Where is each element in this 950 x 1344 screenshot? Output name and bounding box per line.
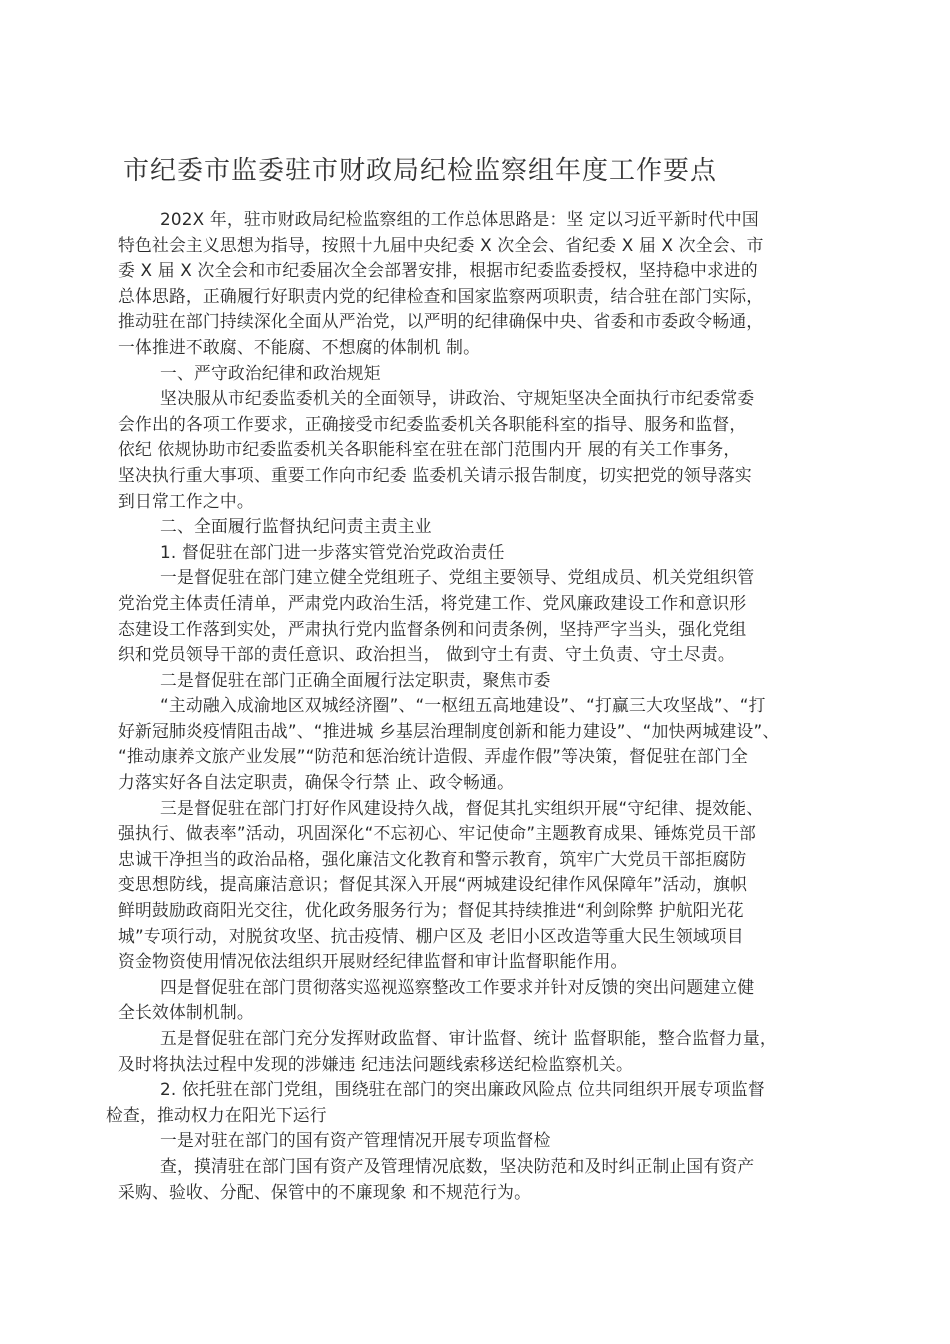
text-line: 城”专项行动，对脱贫攻坚、抗击疫情、棚户区及 老旧小区改造等重大民生领域项目	[118, 925, 744, 946]
text-line: “推动康养文旅产业发展”“防范和惩治统计造假、弄虚作假”等决策，督促驻在部门全	[118, 746, 748, 767]
text-line: 推动驻在部门持续深化全面从严治党，以严明的纪律确保中央、省委和市委政令畅通，	[118, 311, 764, 332]
text-line: 查，摸清驻在部门国有资产及管理情况底数，坚决防范和及时纠正制止国有资产	[160, 1155, 755, 1176]
text-line: 忠诚干净担当的政治品格，强化廉洁文化教育和警示教育，筑牢广大党员干部拒腐防	[118, 848, 747, 869]
text-line: 采购、验收、分配、保管中的不廉现象 和不规范行为。	[118, 1181, 532, 1202]
text-line: 全长效体制机制。	[118, 1002, 254, 1023]
document-title: 市纪委市监委驻市财政局纪检监察组年度工作要点	[123, 156, 718, 186]
subsection-heading: 2. 依托驻在部门党组，围绕驻在部门的突出廉政风险点 位共同组织开展专项监督	[160, 1079, 765, 1100]
text-line: 织和党员领导干部的责任意识、政治担当， 做到守土有责、守土负责、守土尽责。	[118, 644, 735, 665]
text-line: “主动融入成渝地区双城经济圈”、“一枢纽五高地建设”、“打赢三大攻坚战”、“打	[160, 695, 766, 716]
text-line: 到日常工作之中。	[118, 490, 254, 511]
text-line: 党治党主体责任清单，严肃党内政治生活，将党建工作、党风廉政建设工作和意识形	[118, 592, 747, 613]
text-line: 三是督促驻在部门打好作风建设持久战，督促其扎实组织开展“守纪律、提效能、	[160, 797, 764, 818]
text-line: 态建设工作落到实处，严肃执行党内监督条例和问责条例，坚持严字当头，强化党组	[118, 618, 747, 639]
text-line: 依纪 依规协助市纪委监委机关各职能科室在驻在部门范围内开 展的有关工作事务，	[118, 439, 741, 460]
document-body	[106, 207, 858, 1205]
text-line: 及时将执法过程中发现的涉嫌违 纪违法问题线索移送纪检监察机关。	[118, 1053, 633, 1074]
text-line: 力落实好各自法定职责，确保令行禁 止、政令畅通。	[118, 772, 515, 793]
text-line: 一体推进不敢腐、不能腐、不想腐的体制机 制。	[118, 336, 481, 357]
text-line: 总体思路，正确履行好职责内党的纪律检查和国家监察两项职责，结合驻在部门实际，	[118, 285, 764, 306]
section-heading: 二、全面履行监督执纪问责主责主业	[160, 516, 432, 537]
text-line: 好新冠肺炎疫情阻击战”、“推进城 乡基层治理制度创新和能力建设”、“加快两城建设”、	[118, 720, 780, 741]
subsection-heading: 1. 督促驻在部门进一步落实管党治党政治责任	[160, 541, 505, 562]
text-line: 一是对驻在部门的国有资产管理情况开展专项监督检	[160, 1130, 551, 1151]
text-line: 变思想防线，提高廉洁意识；督促其深入开展“两城建设纪律作风保障年”活动，旗帜	[118, 874, 748, 895]
text-line: 二是督促驻在部门正确全面履行法定职责，聚焦市委	[160, 669, 551, 690]
text-line: 会作出的各项工作要求，正确接受市纪委监委机关各职能科室的指导、服务和监督，	[118, 413, 747, 434]
text-line: 一是督促驻在部门建立健全党组班子、党组主要领导、党组成员、机关党组织管	[160, 567, 755, 588]
text-line: 委 X 届 X 次全会和市纪委届次全会部署安排，根据市纪委监委授权，坚持稳中求进的	[118, 260, 758, 281]
text-line: 强执行、做表率”活动，巩固深化“不忘初心、牢记使命”主题教育成果、锤炼党员干部	[118, 823, 757, 844]
section-heading: 一、严守政治纪律和政治规矩	[160, 362, 381, 383]
text-line: 四是督促驻在部门贯彻落实巡视巡察整改工作要求并针对反馈的突出问题建立健	[160, 976, 755, 997]
subsection-heading: 检查，推动权力在阳光下运行	[106, 1104, 327, 1125]
text-line: 五是督促驻在部门充分发挥财政监督、审计监督、统计 监督职能，整合监督力量，	[160, 1028, 777, 1048]
text-line: 坚决执行重大事项、重要工作向市纪委 监委机关请示报告制度，切实把党的领导落实	[118, 464, 752, 485]
text-line: 坚决服从市纪委监委机关的全面领导，讲政治、守规矩坚决全面执行市纪委常委	[160, 388, 755, 409]
text-line: 202X 年，驻市财政局纪检监察组的工作总体思路是：坚 定以习近平新时代中国	[160, 209, 759, 229]
text-line: 资金物资使用情况依法组织开展财经纪律监督和审计监督职能作用。	[118, 951, 628, 972]
text-line: 特色社会主义思想为指导，按照十九届中央纪委 X 次全会、省纪委 X 届 X 次全会、市	[118, 234, 764, 255]
text-line: 鲜明鼓励政商阳光交往，优化政务服务行为；督促其持续推进“利剑除弊 护航阳光花	[118, 900, 744, 921]
